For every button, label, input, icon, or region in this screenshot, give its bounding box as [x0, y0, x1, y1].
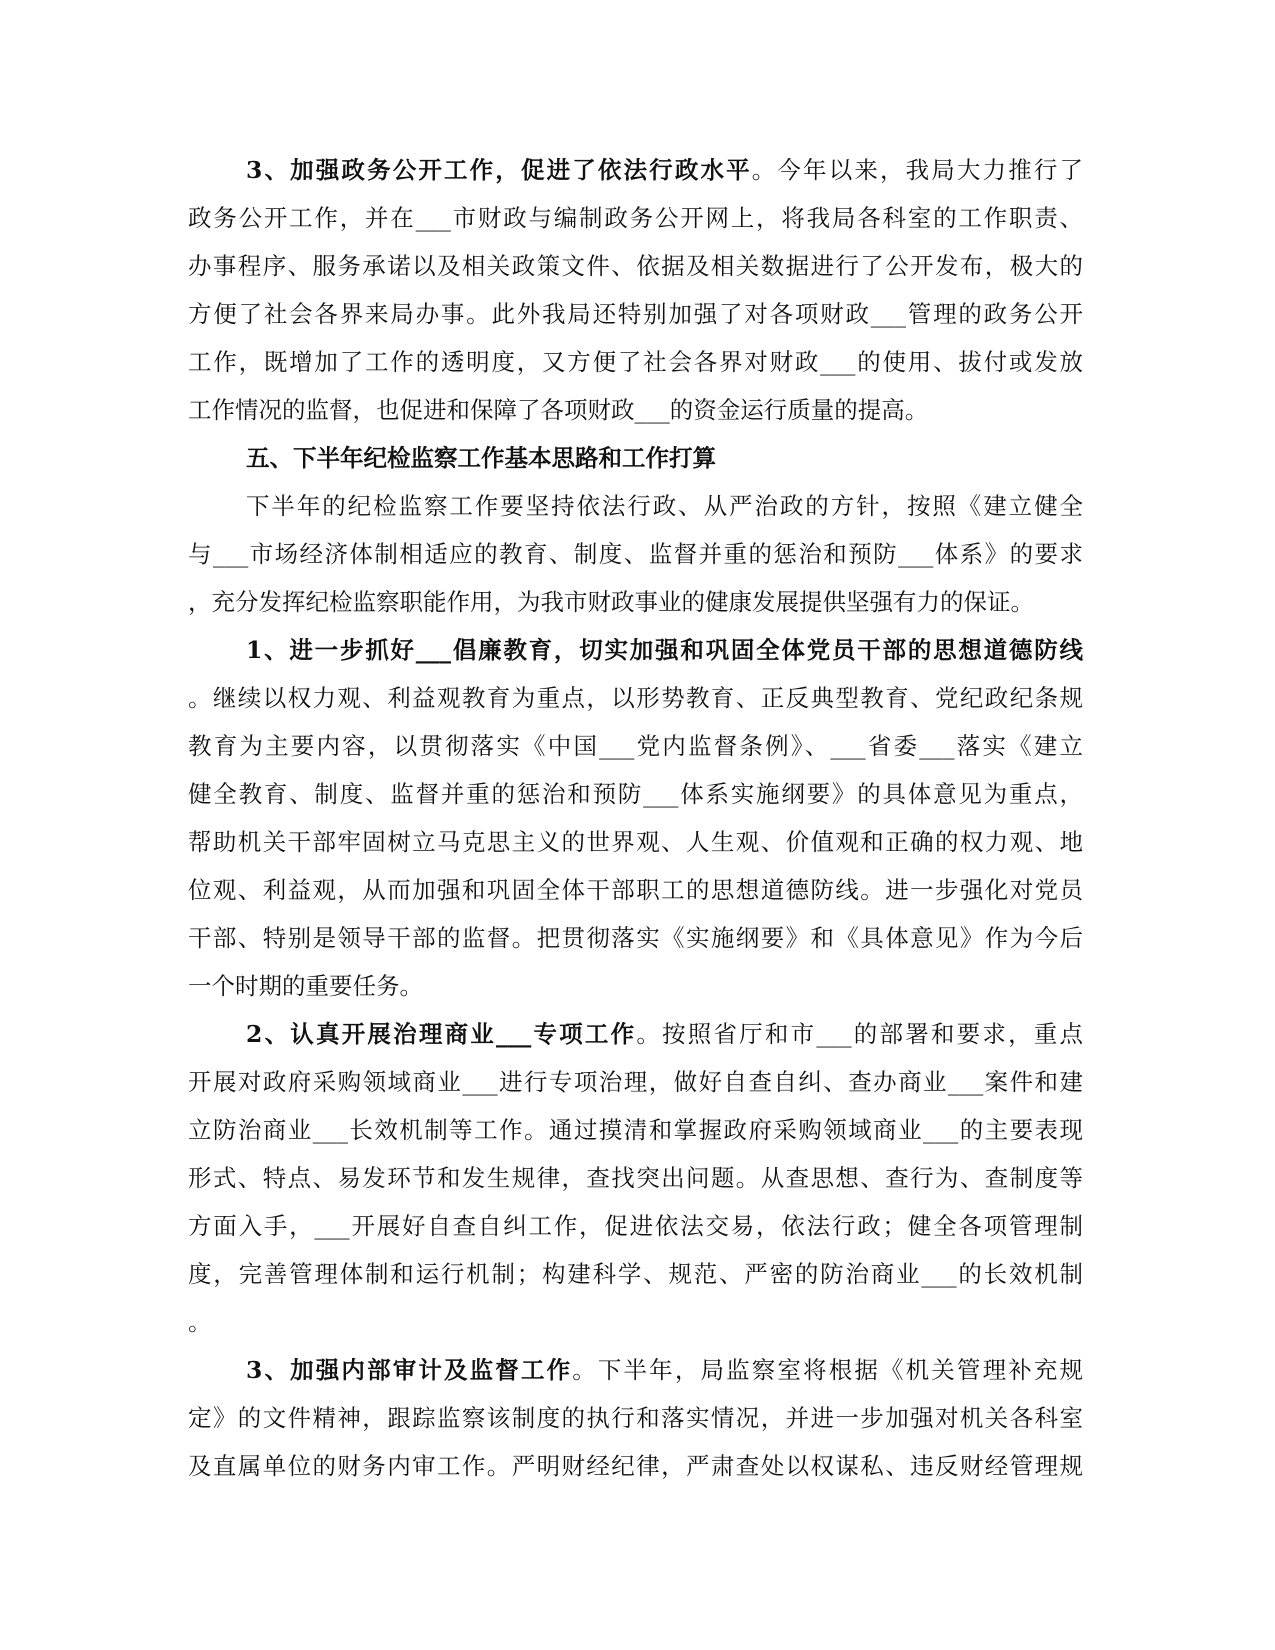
text-run: 定》的文件精神，跟踪监察该制度的执行和落实情况，并进一步加强对机关各科室	[188, 1404, 1083, 1432]
bold-heading-run: 2、认真开展治理商业___专项工作	[246, 1020, 637, 1048]
text-run: 政务公开工作，并在___市财政与编制政务公开网上，将我局各科室的工作职责、	[188, 204, 1083, 232]
text-run: 方便了社会各界来局办事。此外我局还特别加强了对各项财政___管理的政务公开	[188, 300, 1083, 328]
paragraph-line	[188, 866, 1083, 914]
text-run: ，充分发挥纪检监察职能作用，为我市财政事业的健康发展提供坚强有力的保证。	[188, 588, 1034, 616]
text-run: 下半年的纪检监察工作要坚持依法行政、从严治政的方针，按照《建立健全	[246, 492, 1083, 520]
paragraph-line	[188, 242, 1083, 290]
text-run: 办事程序、服务承诺以及相关政策文件、依据及相关数据进行了公开发布，极大的	[188, 252, 1083, 280]
paragraph-line	[188, 530, 1083, 578]
paragraph-line	[188, 386, 1083, 434]
text-run: 。	[188, 1308, 212, 1336]
text-run: 。继续以权力观、利益观教育为重点，以形势教育、正反典型教育、党纪政纪条规	[188, 684, 1083, 712]
paragraph-line	[188, 1154, 1083, 1202]
paragraph-1	[188, 146, 1083, 434]
text-run: 帮助机关干部牢固树立马克思主义的世界观、人生观、价值观和正确的权力观、地	[188, 828, 1083, 856]
text-run: 及直属单位的财务内审工作。严明财经纪律，严肃查处以权谋私、违反财经管理规	[188, 1452, 1083, 1480]
paragraph-line	[188, 1202, 1083, 1250]
text-run: 工作情况的监督，也促进和保障了各项财政___的资金运行质量的提高。	[188, 396, 929, 424]
paragraph-line	[188, 290, 1083, 338]
document-body	[188, 146, 1083, 1490]
text-run: 位观、利益观，从而加强和巩固全体干部职工的思想道德防线。进一步强化对党员	[188, 876, 1083, 904]
paragraph-6	[188, 1346, 1083, 1490]
bold-heading-run: 3、加强内部审计及监督工作	[246, 1356, 573, 1384]
paragraph-line	[188, 482, 1083, 530]
paragraph-line	[188, 1010, 1083, 1058]
text-run: 立防治商业___长效机制等工作。通过摸清和掌握政府采购领域商业___的主要表现	[188, 1116, 1083, 1144]
paragraph-4	[188, 626, 1083, 1010]
section-heading	[188, 434, 1083, 482]
paragraph-line	[188, 1346, 1083, 1394]
text-run: 方面入手，___开展好自查自纠工作，促进依法交易，依法行政；健全各项管理制	[188, 1212, 1083, 1240]
text-run: 。按照省厅和市___的部署和要求，重点	[636, 1020, 1084, 1048]
bold-heading-run: 1、进一步抓好___倡廉教育，切实加强和巩固全体党员干部的思想道德防线	[246, 636, 1083, 664]
text-run: 。今年以来，我局大力推行了	[751, 156, 1084, 184]
paragraph-line	[188, 338, 1083, 386]
paragraph-line	[188, 626, 1083, 674]
paragraph-line	[188, 146, 1083, 194]
paragraph-line	[188, 1058, 1083, 1106]
paragraph-line	[188, 962, 1083, 1010]
text-run: 一个时期的重要任务。	[188, 972, 423, 1000]
paragraph-line	[188, 578, 1083, 626]
text-run: 工作，既增加了工作的透明度，又方便了社会各界对财政___的使用、拔付或发放	[188, 348, 1083, 376]
paragraph-line	[188, 1106, 1083, 1154]
text-run: 度，完善管理体制和运行机制；构建科学、规范、严密的防治商业___的长效机制	[188, 1260, 1083, 1288]
bold-heading-run: 五、下半年纪检监察工作基本思路和工作打算	[246, 444, 716, 472]
paragraph-line	[188, 434, 1083, 482]
paragraph-5	[188, 1010, 1083, 1346]
paragraph-line	[188, 722, 1083, 770]
paragraph-line	[188, 914, 1083, 962]
text-run: 开展对政府采购领域商业___进行专项治理，做好自查自纠、查办商业___案件和建	[188, 1068, 1083, 1096]
text-run: 形式、特点、易发环节和发生规律，查找突出问题。从查思想、查行为、查制度等	[188, 1164, 1083, 1192]
paragraph-3	[188, 482, 1083, 626]
paragraph-line	[188, 1442, 1083, 1490]
text-run: 。下半年，局监察室将根据《机关管理补充规	[572, 1356, 1084, 1384]
paragraph-line	[188, 1394, 1083, 1442]
bold-heading-run: 3、加强政务公开工作，促进了依法行政水平	[246, 156, 752, 184]
text-run: 与___市场经济体制相适应的教育、制度、监督并重的惩治和预防___体系》的要求	[188, 540, 1083, 568]
text-run: 教育为主要内容，以贯彻落实《中国___党内监督条例》、___省委___落实《建立	[188, 732, 1083, 760]
paragraph-line	[188, 674, 1083, 722]
paragraph-line	[188, 770, 1083, 818]
paragraph-line	[188, 1250, 1083, 1298]
text-run: 干部、特别是领导干部的监督。把贯彻落实《实施纲要》和《具体意见》作为今后	[188, 924, 1083, 952]
paragraph-line	[188, 818, 1083, 866]
paragraph-line	[188, 194, 1083, 242]
paragraph-line	[188, 1298, 1083, 1346]
text-run: 健全教育、制度、监督并重的惩治和预防___体系实施纲要》的具体意见为重点，	[188, 780, 1083, 808]
